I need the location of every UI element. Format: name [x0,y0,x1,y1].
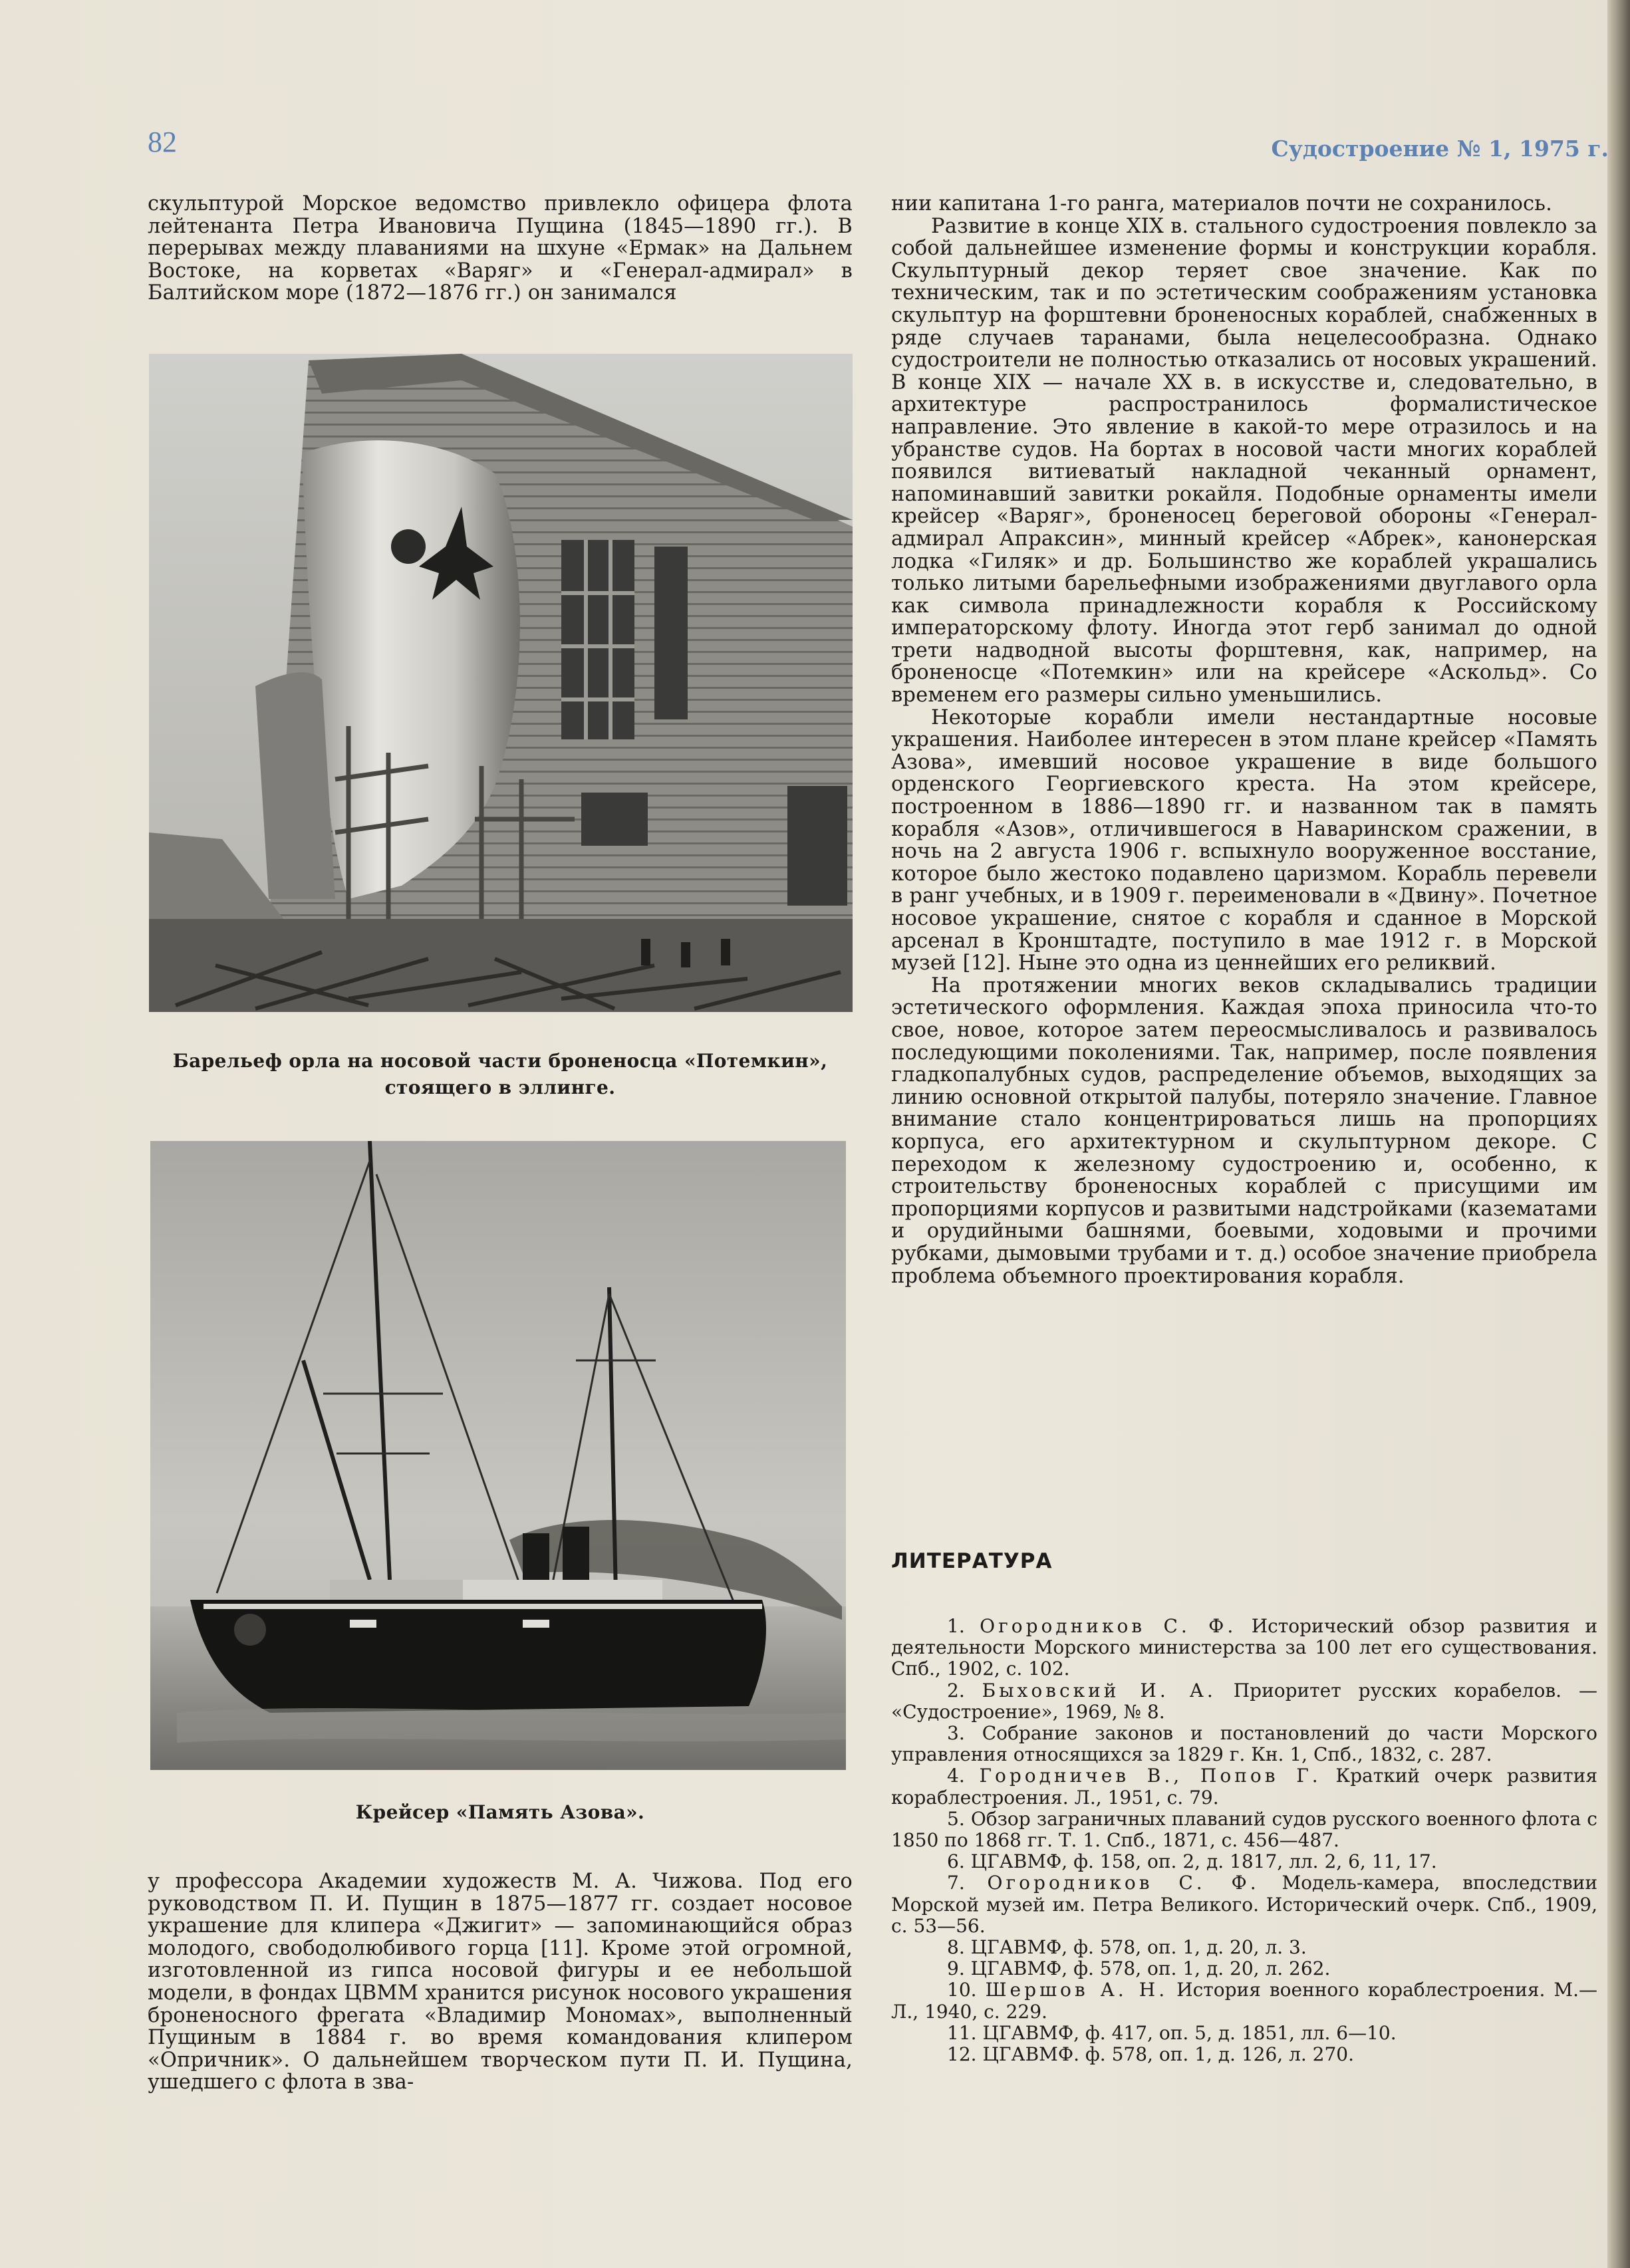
reference-item: 2. Быховский И. А. Приоритет русских корабелов. — «Судостроение», 1969, № 8. [891,1679,1597,1723]
book-spine-shadow [1607,0,1630,2268]
right-column [891,193,1597,1287]
reference-item: 8. ЦГАВМФ, ф. 578, оп. 1, д. 20, л. 3. [947,1936,1307,1959]
reference-item: 5. Обзор заграничных плаваний судов русского военного флота с 1850 по 1868 гг. Т. 1. Спб., 1871, с. 456—487. [891,1807,1597,1852]
literature-heading: ЛИТЕРАТУРА [891,1549,1053,1573]
reference-item: 9. ЦГАВМФ, ф. 578, оп. 1, д. 20, л. 262. [947,1957,1331,1980]
paragraph: нии капитана 1-го ранга, материалов почти не сохранилось. [891,192,1553,215]
left-column-top [148,193,853,305]
reference-item: 1. Огородников С. Ф. Исторический обзор развития и деятельности Морского министерства за 100 лет его существования. Спб., 1902, с. 102. [891,1615,1598,1680]
references-list [891,1616,1597,2065]
paragraph: у профессора Академии художеств М. А. Чижова. Под его руководством П. И. Пущин в 1875—1877 гг. создает носовое украшение для клипера «Джигит» — запоминающийся образ молодого, свободолюбивого горца [11]. Кроме этой огромной, изготовленной из гипса носовой фигуры и ее небольшой модели, в фондах ЦВММ хранится рисунок носового украшения броненосного фрегата «Владимир Мономах», выполненный Пущиным в 1884 г. во время командования клипером «Опричник». О дальнейшем творческом пути П. И. Пущина, ушедшего с флота в зва- [148,1870,853,2094]
paragraph: Некоторые корабли имели нестандартные носовые украшения. Наиболее интересен в этом плане крейсер «Память Азова», имевший носовое украшение в виде большого орденского Георгиевского креста. На этом крейсере, построенном в 1886—1890 гг. и названном так в память корабля «Азов», отличившегося в Наваринском сражении, в ночь на 2 августа 1906 г. вспыхнуло вооруженное восстание, которое было жестоко подавлено царизмом. Корабль перевели в ранг учебных, и в 1909 г. переименовали в «Двину». Почетное носовое украшение, снятое с корабля и сданное в Морской арсенал в Кронштадте, поступило в мае 1912 г. в Морской музей [12]. Ныне это одна из ценнейших его реликвий. [891,705,1597,975]
figure-caption-2: Крейсер «Память Азова». [355,1801,645,1823]
journal-header: Судостроение № 1, 1975 г. [1271,136,1609,162]
photo-cruiser-pamyat-azova [150,1141,846,1770]
figure-caption-1: Барельеф орла на носовой части броненосца «Потемкин», стоящего в эллинге. [172,1050,828,1098]
photo-potemkin-slipway [149,354,853,1012]
paragraph: скульптурой Морское ведомство привлекло офицера флота лейтенанта Петра Ивановича Пущина (1845—1890 гг.). В перерывах между плаваниями на шхуне «Ермак» на Дальнем Востоке, на корветах «Варяг» и «Генерал-адмирал» в Балтийском море (1872—1876 гг.) он занимался [148,192,853,305]
left-column-bottom [148,1870,853,2094]
reference-item: 11. ЦГАВМФ, ф. 417, оп. 5, д. 1851, лл. 6—10. [947,2021,1397,2044]
reference-item: 7. Огородников С. Ф. Модель-камера, впоследствии Морской музей им. Петра Великого. Исторический очерк. Спб., 1909, с. 53—56. [891,1872,1597,1937]
reference-item: 10. Шершов А. Н. История военного кораблестроения. М.—Л., 1940, с. 229. [891,1979,1598,2023]
reference-item: 12. ЦГАВМФ. ф. 578, оп. 1, д. 126, л. 270. [947,2043,1355,2066]
paragraph: Развитие в конце XIX в. стального судостроения повлекло за собой дальнейшее изменение формы и конструкции корабля. Скульптурный декор теряет свое значение. Как по техническим, так и по эстетическим соображениям установка скульптур на форштевни броненосных кораблей, снабженных в ряде случаев таранами, была нецелесообразна. Однако судостроители не полностью отказались от носовых украшений. В конце XIX — начале XX в. в искусстве и, следовательно, в архитектуре распространилось формалистическое направление. Это явление в какой-то мере отразилось и на убранстве судов. На бортах в носовой части многих кораблей появился витиеватый накладной чеканный орнамент, напоминавший завитки рокайля. Подобные орнаменты имели крейсер «Варяг», броненосец береговой обороны «Генерал-адмирал Апраксин», минный крейсер «Абрек», канонерская лодка «Гиляк» и др. Большинство же кораблей украшались только литыми барельефными изображениями двуглавого орла как символа принадлежности корабля к Российскому императорскому флоту. Иногда этот герб занимал до одной трети надводной высоты форштевня, как, например, на броненосце «Потемкин» или на крейсере «Аскольд». Со временем его размеры сильно уменьшились. [891,214,1597,707]
page-number: 82 [148,126,177,158]
reference-item: 3. Собрание законов и постановлений до части Морского управления относящихся за 1829 г. Кн. 1, Спб., 1832, с. 287. [891,1722,1597,1766]
reference-item: 6. ЦГАВМФ, ф. 158, оп. 2, д. 1817, лл. 2, 6, 11, 17. [947,1850,1437,1873]
reference-item: 4. Городничев В., Попов Г. Краткий очерк развития кораблестроения. Л., 1951, с. 79. [891,1765,1598,1809]
paragraph: На протяжении многих веков складывались традиции эстетического оформления. Каждая эпоха приносила что-то свое, новое, которое затем переосмысливалось и развивалось последующими поколениями. Так, например, после появления гладкопалубных судов, распределение объемов, выходящих за линию основной открытой палубы, потеряло значение. Главное внимание стало концентрироваться лишь на пропорциях корпуса, его архитектурном и скульптурном декоре. С переходом к железному судостроению и, особенно, к строительству броненосных кораблей с присущими им пропорциями корпусов и развитыми надстройками (казематами и орудийными башнями, боевыми, ходовыми и прочими рубками, дымовыми трубами и т. д.) особое значение приобрела проблема объемного проектирования корабля. [891,973,1597,1288]
